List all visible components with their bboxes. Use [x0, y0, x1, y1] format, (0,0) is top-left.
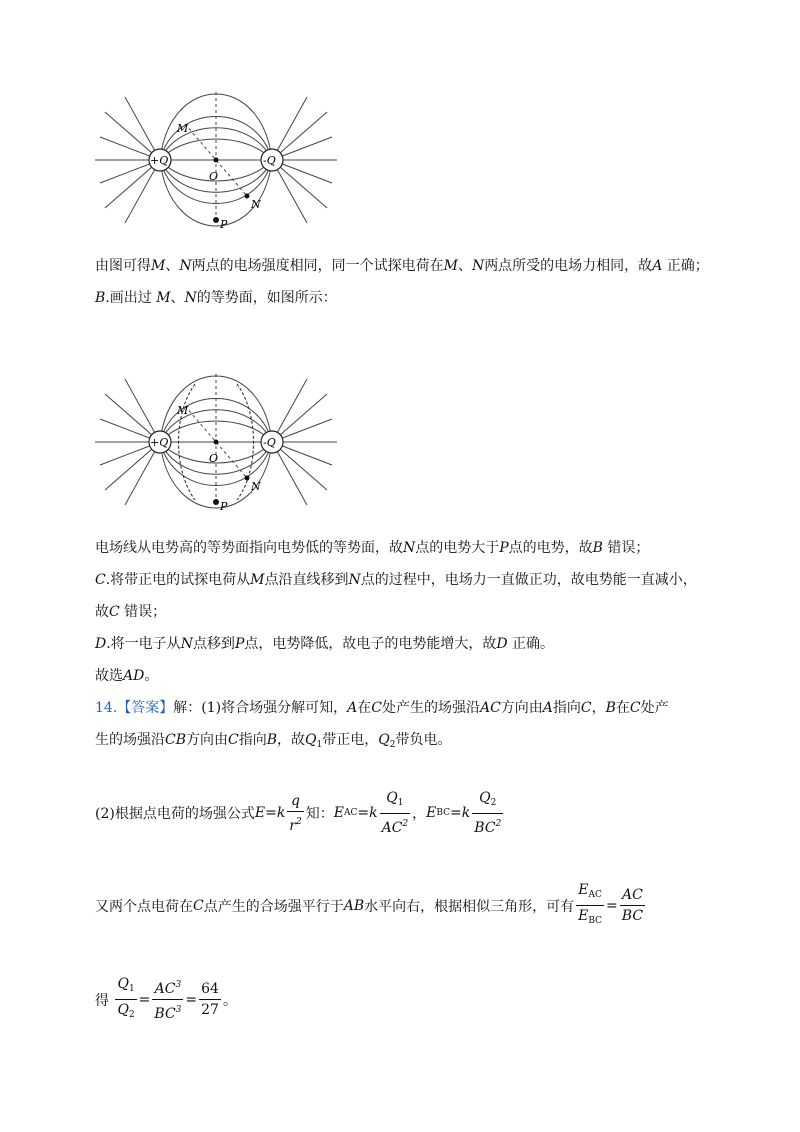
- point-p-label: P: [220, 218, 228, 231]
- point-p-label: P: [220, 500, 228, 513]
- para-1: 由图可得M、N两点的电场强度相同，同一个试探电荷在M、N两点所受的电场力相同，故A 正确；: [95, 258, 709, 274]
- charge-right-label: -Q: [263, 436, 276, 449]
- para-5: 故C 错误；: [95, 604, 167, 620]
- point-m-label: M: [177, 122, 189, 135]
- para-3: 电场线从电势高的等势面指向电势低的等势面，故N点的电势大于P点的电势，故B 错误；: [95, 540, 650, 556]
- point-o-label: O: [209, 170, 219, 183]
- q14-line-1: 14.【答案】解：(1)将合场强分解可知，A在C处产生的场强沿AC方向由A指向C，B在C处产: [95, 700, 669, 716]
- fraction-q2-bc2: $\frac{Q_2}{BC^2}$: [474, 790, 502, 836]
- fraction-eac-ebc: $\frac{E_{AC}}{E_{BC}}$: [578, 882, 603, 926]
- point-o-label: O: [209, 452, 219, 465]
- para-6: D.将一电子从N点移到P点，电势降低，故电子的电势能增大，故D 正确。: [95, 636, 555, 652]
- q14-line-2: 生的场强沿CB方向由C指向B，故$Q_1$带正电，$Q_2$带负电。: [95, 732, 452, 750]
- part-2-formula: (2)根据点电荷的场强公式 E = k $\frac{q}{r^2}$ 知： E AC = k $\frac{Q_1}{AC^2}$ ， E BC = k $\frac{Q_2}{BC^2}$: [95, 790, 502, 836]
- fraction-64-27: $\frac{64}{27}$: [201, 981, 219, 1018]
- charge-left-label: +Q: [150, 436, 169, 449]
- fraction-ac3-bc3: $\frac{AC^3}{BC^3}$: [152, 975, 183, 1024]
- fraction-q-r2: $\frac{q}{r^2}$: [289, 792, 302, 834]
- para-2: B.画出过 M、N的等势面，如图所示：: [95, 290, 337, 306]
- field-lines-diagram-2: [95, 374, 337, 514]
- point-m-label: M: [177, 404, 189, 417]
- field-lines-figure-2: [95, 374, 337, 514]
- charge-right-label: -Q: [263, 154, 276, 167]
- para-4: C.将带正电的试探电荷从M点沿直线移到N点的过程中，电场力一直做正功，故电势能一直减小，: [95, 572, 697, 588]
- fraction-q1-ac2: $\frac{Q_1}{AC^2}$: [381, 790, 409, 836]
- point-n-label: N: [251, 480, 261, 493]
- para-7: 故选AD。: [95, 668, 159, 684]
- fraction-q1-q2: $\frac{Q_1}{Q_2}$: [117, 976, 135, 1020]
- fraction-ac-bc: $\frac{AC}{BC}$: [621, 887, 644, 924]
- point-n-label: N: [251, 198, 261, 211]
- answer-label: 14.【答案】: [95, 700, 174, 716]
- field-lines-figure-1: [95, 92, 337, 232]
- charge-left-label: +Q: [150, 154, 169, 167]
- part-4-formula: 得 $\frac{Q_1}{Q_2}$ = $\frac{AC^3}{BC^3}$ = $\frac{64}{27}$ 。: [95, 974, 237, 1025]
- part-3-formula: 又两个点电荷在 C 点产生的合场强平行于 AB 水平向右，根据相似三角形，可有 $\frac{E_{AC}}{E_{BC}}$ = $\frac{AC}{BC}$: [95, 880, 647, 931]
- field-lines-diagram-1: [95, 92, 337, 232]
